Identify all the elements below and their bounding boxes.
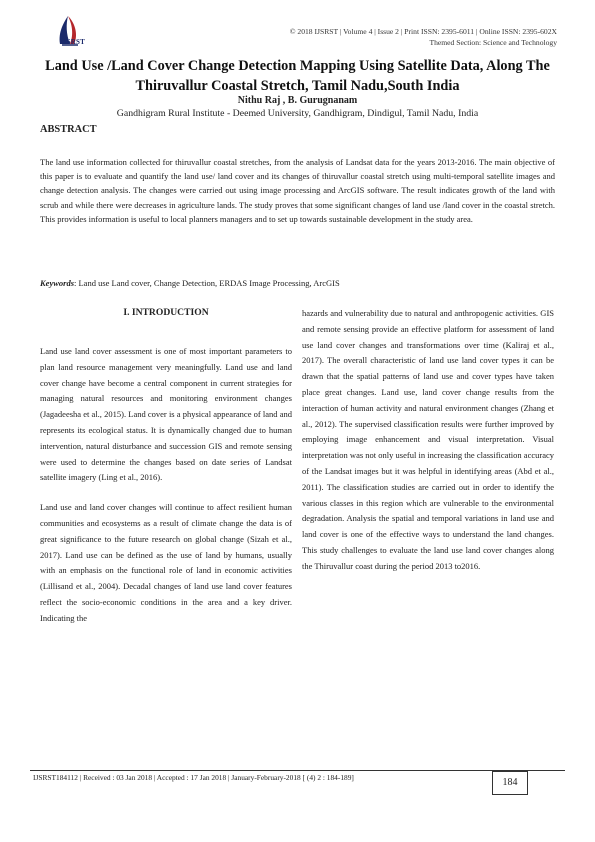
themed-section: Themed Section: Science and Technology — [429, 38, 557, 47]
footer-citation: IJSRST184112 | Received : 03 Jan 2018 | Accepted : 17 Jan 2018 | January-February-2018 [ (4) 2 : 184-189] — [33, 773, 354, 782]
left-column — [40, 306, 292, 627]
affiliation: Gandhigram Rural Institute - Deemed University, Gandhigram, Dindigul, Tamil Nadu, India — [116, 108, 479, 119]
abstract-text: The land use information collected for thiruvallur coastal stretches, from the analysis of Landsat data for the years 2013-2016. The main objective of this paper is to evaluate and quantify the land use/ land cover and its changes of thiruvallur coastal stretch using multi-temporal satellite images and change detection analysis. The changes were carried out using image processing and ArcGIS software. The result indicates growth of the land with scrub and while there were decreases in agriculture lands. The study proves that some significant changes of land use /land cover in the coastal stretch. This provides information is useful to local planners managers and to set up towards sustainable development in the study area. — [40, 157, 555, 224]
intro-paragraph-3: hazards and vulnerability due to natural and anthropogenic activities. GIS and remote sensing provide an effective platform for assessment of land use land cover changes and transformations over time (Kaliraj et al., 2017). The overall characteristic of land use land cover types it can be drawn that the spatial patterns of land use and cover types have taken place great changes. Land use, land cover change results from the interaction of human activity and natural environment changes (Zhang et al., 2012). The supervised classification results were further improved by employing image enhancement and visual interpretation. Visual interpretation was not only useful in increasing the classification accuracy of the Landsat images but it was helpful in identifying areas (Abd et al., 2011). The classification studies are carried out in order to identify the various classes in this region which are vulnerable to the environmental degradation. Analysis the spatial and temporal variations in land use and land cover is one of the effective ways to understand the land changes. This study challenges to evaluate the land use land cover changes along the Thiruvallur coast during the period 2013 to2016. — [302, 308, 554, 571]
intro-paragraph-2: Land use and land cover changes will continue to affect resilient human communities and ecosystems as a result of climate change the data is of great significance to the future research on global change (Sizah et al., 2017). Land use can be defined as the use of land by humans, usually with an emphasis on the functional role of land in economic activities (Lillisand et al., 2004). Decadal changes of land use land cover features reflect the socio-economic conditions in the area and a key driver. Indicating the — [40, 502, 292, 623]
footer-divider — [30, 770, 565, 771]
authors: Nithu Raj , B. Gurugnanam — [237, 95, 358, 106]
right-column — [302, 306, 554, 575]
section-heading-introduction: I. INTRODUCTION — [123, 307, 209, 318]
abstract-heading: ABSTRACT — [40, 124, 97, 135]
paper-title: Land Use /Land Cover Change Detection Mapping Using Satellite Data, Along The Thiruvallur Coastal Stretch, Tamil Nadu,South India — [45, 58, 550, 94]
keywords — [40, 277, 555, 289]
keywords-text: : Land use Land cover, Change Detection, ERDAS Image Processing, ArcGIS — [74, 278, 340, 288]
intro-paragraph-1: Land use land cover assessment is one of most important parameters to plan land resource management very meaningfully. Land use and land cover change have become a central component in current strategies for managing natural resources and monitoring environment changes (Jagadeesha et al., 2015). Land cover is a physical appearance of land and represents its ecological status. It is dynamically changed due to human intervention, natural disturbance and succession GIS and remote sensing were used to determine the changes based on date series of Landsat satellite imagery (Ling et al., 2016). — [40, 346, 292, 483]
keywords-label: Keywords — [40, 278, 74, 288]
journal-meta: © 2018 IJSRST | Volume 4 | Issue 2 | Print ISSN: 2395-6011 | Online ISSN: 2395-602X — [289, 27, 557, 36]
logo-text: IJSRST — [60, 38, 85, 46]
page-number: 184 — [492, 771, 528, 795]
journal-header — [290, 26, 557, 48]
